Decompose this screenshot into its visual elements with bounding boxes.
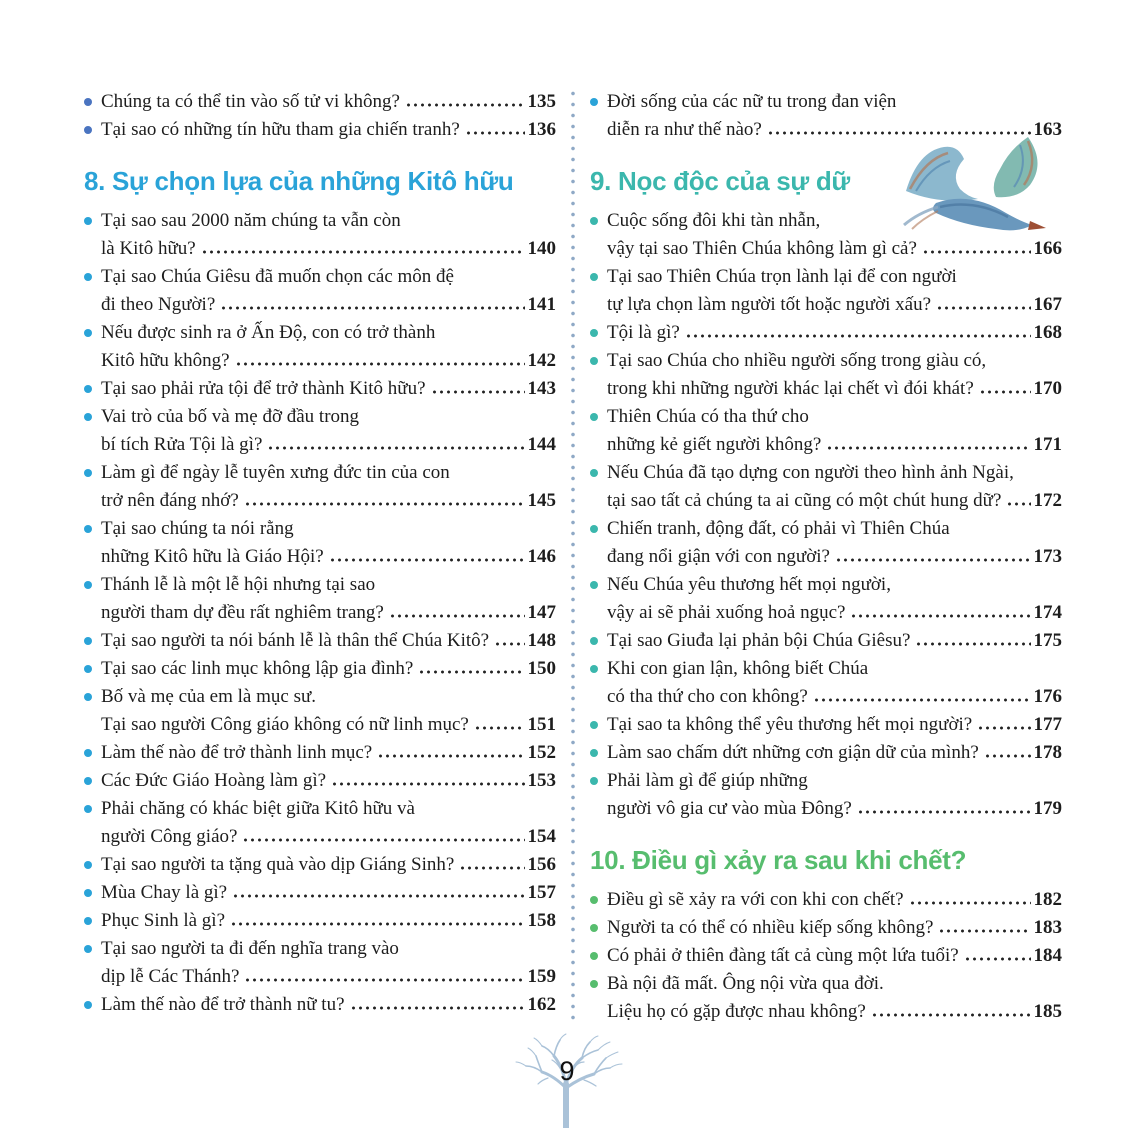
- dot-leader: [909, 901, 1031, 905]
- entry-leader-line: [101, 235, 556, 263]
- entry-text-line1: Làm gì để ngày lễ tuyên xưng đức tin của con: [101, 462, 450, 483]
- entry-leader-line: [101, 823, 556, 851]
- entry-text: dịp lễ Các Thánh?: [101, 966, 240, 987]
- page-number-ref: 172: [1033, 490, 1062, 511]
- entry-text: Tại sao người ta tặng quà vào dịp Giáng Sinh?: [101, 854, 455, 875]
- dot-leader: [377, 754, 524, 758]
- dot-leader: [201, 250, 525, 254]
- entry-body: [607, 515, 1062, 571]
- entry-leader-line: [607, 886, 1062, 914]
- entry-leader-line: [101, 907, 556, 935]
- entry-text: vậy ai sẽ phải xuống hoả ngục?: [607, 602, 846, 623]
- dot-leader: [350, 1006, 525, 1010]
- entry-text: người tham dự đều rất nghiêm trang?: [101, 602, 384, 623]
- toc-entry: [590, 655, 1062, 711]
- page-number-ref: 156: [527, 854, 556, 875]
- entry-leader-line: [607, 431, 1062, 459]
- entry-text-line1: Thiên Chúa có tha thứ cho: [607, 406, 809, 427]
- toc-entry: [590, 886, 1062, 914]
- entry-leader-line: [101, 487, 556, 515]
- page-number-ref: 176: [1033, 686, 1062, 707]
- toc-entry: [84, 207, 556, 263]
- entry-body: [607, 739, 1062, 767]
- entry-leader-line: [101, 375, 556, 403]
- entry-leader-line: [101, 347, 556, 375]
- page-number-ref: 171: [1033, 434, 1062, 455]
- toc-entry: [84, 459, 556, 515]
- toc-entry: [590, 739, 1062, 767]
- dot-leader: [835, 558, 1031, 562]
- dot-leader: [857, 810, 1031, 814]
- dot-leader: [915, 642, 1030, 646]
- entry-text: Làm thế nào để trở thành nữ tu?: [101, 994, 345, 1015]
- toc-entry: [590, 914, 1062, 942]
- toc-entry: [84, 795, 556, 851]
- bullet-dot-icon: [84, 98, 92, 106]
- entry-text-line1: Phải chăng có khác biệt giữa Kitô hữu và: [101, 798, 415, 819]
- bullet-dot-icon: [590, 777, 598, 785]
- entry-leader-line: [607, 627, 1062, 655]
- entry-text: bí tích Rửa Tội là gì?: [101, 434, 263, 455]
- entry-body: [101, 767, 556, 795]
- entry-text: tại sao tất cả chúng ta ai cũng có một chút hung dữ?: [607, 490, 1002, 511]
- toc-entry: [590, 263, 1062, 319]
- bullet-dot-icon: [590, 637, 598, 645]
- entry-leader-line: [101, 739, 556, 767]
- entry-text: Điều gì sẽ xảy ra với con khi con chết?: [607, 889, 904, 910]
- entry-leader-line: [607, 375, 1062, 403]
- bullet-dot-icon: [84, 749, 92, 757]
- entry-body: [101, 515, 556, 571]
- toc-entry: [84, 263, 556, 319]
- page-number-ref: 140: [527, 238, 556, 259]
- bullet-dot-icon: [590, 413, 598, 421]
- page-number-ref: 146: [527, 546, 556, 567]
- dot-leader: [459, 866, 524, 870]
- entry-leader-line: [101, 767, 556, 795]
- entry-body: [101, 851, 556, 879]
- entry-text: Làm thế nào để trở thành linh mục?: [101, 742, 373, 763]
- dot-leader: [826, 446, 1030, 450]
- dot-leader: [431, 390, 525, 394]
- bullet-dot-icon: [84, 581, 92, 589]
- entry-text: Tại sao người ta nói bánh lễ là thân thể Chúa Kitô?: [101, 630, 490, 651]
- toc-entry: [84, 935, 556, 991]
- page-number-ref: 143: [527, 378, 556, 399]
- entry-text: có tha thứ cho con không?: [607, 686, 808, 707]
- entry-body: [101, 263, 556, 319]
- column-divider-dotted: [571, 88, 575, 1020]
- entry-leader-line: [607, 739, 1062, 767]
- entry-leader-line: [101, 879, 556, 907]
- bullet-dot-icon: [84, 525, 92, 533]
- entry-leader-line: [607, 711, 1062, 739]
- page-number-ref: 179: [1033, 798, 1062, 819]
- entry-text: vậy tại sao Thiên Chúa không làm gì cả?: [607, 238, 917, 259]
- entry-text: đang nổi giận với con người?: [607, 546, 830, 567]
- toc-entry: [590, 347, 1062, 403]
- dot-leader: [244, 502, 525, 506]
- section-heading: 10. Điều gì xảy ra sau khi chết?: [590, 845, 967, 875]
- entry-leader-line: [607, 599, 1062, 627]
- entry-body: [101, 403, 556, 459]
- entry-text: Tại sao ta không thể yêu thương hết mọi người?: [607, 714, 973, 735]
- entry-leader-line: [101, 851, 556, 879]
- bullet-dot-icon: [590, 749, 598, 757]
- entry-body: [607, 571, 1062, 627]
- bullet-dot-icon: [84, 777, 92, 785]
- entry-text: trở nên đáng nhớ?: [101, 490, 239, 511]
- page-number-ref: 175: [1033, 630, 1062, 651]
- bullet-dot-icon: [590, 581, 598, 589]
- entry-text: diễn ra như thế nào?: [607, 119, 762, 140]
- bullet-dot-icon: [84, 805, 92, 813]
- toc-entry: [84, 375, 556, 403]
- dot-leader: [418, 670, 524, 674]
- entry-leader-line: [101, 991, 556, 1019]
- entry-leader-line: [101, 116, 556, 144]
- entry-text: Tại sao có những tín hữu tham gia chiến tranh?: [101, 119, 460, 140]
- bullet-dot-icon: [590, 329, 598, 337]
- bird-illustration: [878, 133, 1068, 248]
- toc-entry: [84, 739, 556, 767]
- toc-entry: [84, 655, 556, 683]
- entry-body: [101, 683, 556, 739]
- dot-leader: [389, 614, 525, 618]
- entry-text: những Kitô hữu là Giáo Hội?: [101, 546, 324, 567]
- toc-entry: [590, 571, 1062, 627]
- entry-body: [101, 991, 556, 1019]
- section-heading: 8. Sự chọn lựa của những Kitô hữu: [84, 166, 514, 196]
- bullet-dot-icon: [590, 357, 598, 365]
- entry-text: Tại sao người Công giáo không có nữ linh mục?: [101, 714, 469, 735]
- page-number-ref: 151: [527, 714, 556, 735]
- bullet-dot-icon: [590, 525, 598, 533]
- bullet-dot-icon: [590, 98, 598, 106]
- bullet-dot-icon: [590, 469, 598, 477]
- entry-body: [607, 970, 1062, 1026]
- bullet-dot-icon: [84, 273, 92, 281]
- entry-text-line1: Bà nội đã mất. Ông nội vừa qua đời.: [607, 973, 884, 994]
- page-number-ref: 162: [527, 994, 556, 1015]
- entry-text-line1: Nếu Chúa đã tạo dựng con người theo hình ảnh Ngài,: [607, 462, 1014, 483]
- bullet-dot-icon: [84, 329, 92, 337]
- entry-body: [101, 116, 556, 144]
- dot-leader: [405, 103, 525, 107]
- entry-text: Liệu họ có gặp được nhau không?: [607, 1001, 866, 1022]
- toc-entry: [84, 851, 556, 879]
- left-column: [84, 88, 556, 1026]
- entry-body: [607, 459, 1062, 515]
- page-number-ref: 163: [1033, 119, 1062, 140]
- entry-text-line1: Nếu Chúa yêu thương hết mọi người,: [607, 574, 891, 595]
- entry-leader-line: [101, 711, 556, 739]
- entry-body: [101, 88, 556, 116]
- entry-leader-line: [101, 655, 556, 683]
- page-number-ref: 166: [1033, 238, 1062, 259]
- dot-leader: [964, 957, 1031, 961]
- toc-entry: [84, 991, 556, 1019]
- entry-text: người Công giáo?: [101, 826, 238, 847]
- dot-leader: [850, 614, 1030, 618]
- page-number-ref: 178: [1033, 742, 1062, 763]
- bullet-dot-icon: [84, 693, 92, 701]
- entry-text: Làm sao chấm dứt những cơn giận dữ của mình?: [607, 742, 979, 763]
- dot-leader: [232, 894, 524, 898]
- entry-text-line1: Tại sao chúng ta nói rằng: [101, 518, 294, 539]
- entry-leader-line: [101, 599, 556, 627]
- bullet-dot-icon: [84, 665, 92, 673]
- bullet-dot-icon: [84, 385, 92, 393]
- page-number-ref: 144: [527, 434, 556, 455]
- page-number-ref: 145: [527, 490, 556, 511]
- entry-text-line1: Tại sao sau 2000 năm chúng ta vẫn còn: [101, 210, 401, 231]
- page-number-ref: 158: [527, 910, 556, 931]
- entry-body: [101, 375, 556, 403]
- toc-entry: [84, 319, 556, 375]
- bullet-dot-icon: [84, 217, 92, 225]
- entry-text: Có phải ở thiên đàng tất cả cùng một lứa tuổi?: [607, 945, 959, 966]
- entry-body: [101, 879, 556, 907]
- entry-body: [607, 942, 1062, 970]
- dot-leader: [813, 698, 1031, 702]
- dot-leader: [1006, 502, 1030, 506]
- page-number-ref: 135: [527, 91, 556, 112]
- bullet-dot-icon: [590, 896, 598, 904]
- page-number-ref: 159: [527, 966, 556, 987]
- entry-body: [607, 347, 1062, 403]
- entry-body: [101, 207, 556, 263]
- entry-text: những kẻ giết người không?: [607, 434, 822, 455]
- entry-body: [101, 935, 556, 991]
- bullet-dot-icon: [84, 889, 92, 897]
- bullet-dot-icon: [84, 637, 92, 645]
- entry-body: [101, 739, 556, 767]
- bullet-dot-icon: [84, 917, 92, 925]
- entry-text-line1: Tại sao Chúa Giêsu đã muốn chọn các môn đệ: [101, 266, 454, 287]
- entry-text: là Kitô hữu?: [101, 238, 196, 259]
- entry-text-line1: Phải làm gì để giúp những: [607, 770, 808, 791]
- toc-entry: [590, 319, 1062, 347]
- entry-text-line1: Đời sống của các nữ tu trong đan viện: [607, 91, 897, 112]
- entry-leader-line: [607, 795, 1062, 823]
- page-number-ref: 157: [527, 882, 556, 903]
- bullet-dot-icon: [590, 952, 598, 960]
- page-number-ref: 153: [527, 770, 556, 791]
- toc-entry: [590, 627, 1062, 655]
- dot-leader: [331, 782, 524, 786]
- bullet-dot-icon: [590, 273, 598, 281]
- page-number-ref: 167: [1033, 294, 1062, 315]
- page-number-ref: 142: [527, 350, 556, 371]
- entry-leader-line: [101, 431, 556, 459]
- entry-leader-line: [101, 963, 556, 991]
- entry-text-line1: Vai trò của bố và mẹ đỡ đầu trong: [101, 406, 360, 427]
- toc-entry: [590, 970, 1062, 1026]
- page-number-ref: 174: [1033, 602, 1062, 623]
- entry-leader-line: [607, 942, 1062, 970]
- entry-body: [607, 767, 1062, 823]
- page-number-ref: 173: [1033, 546, 1062, 567]
- toc-entry: [590, 711, 1062, 739]
- dot-leader: [979, 390, 1031, 394]
- entry-leader-line: [101, 627, 556, 655]
- entry-text: Kitô hữu không?: [101, 350, 230, 371]
- entry-text: Tại sao các linh mục không lập gia đình?: [101, 658, 414, 679]
- entry-body: [607, 655, 1062, 711]
- toc-entry: [84, 116, 556, 144]
- entry-leader-line: [607, 291, 1062, 319]
- entry-body: [607, 886, 1062, 914]
- entry-text: Phục Sinh là gì?: [101, 910, 226, 931]
- entry-text: Tại sao Giuđa lại phản bội Chúa Giêsu?: [607, 630, 911, 651]
- entry-body: [607, 711, 1062, 739]
- page-number-ref: 185: [1033, 1001, 1062, 1022]
- entry-text: Mùa Chay là gì?: [101, 882, 228, 903]
- toc-entry: [84, 88, 556, 116]
- entry-body: [101, 571, 556, 627]
- entry-text-line1: Thánh lễ là một lễ hội nhưng tại sao: [101, 574, 376, 595]
- dot-leader: [922, 250, 1031, 254]
- bullet-dot-icon: [84, 469, 92, 477]
- entry-body: [101, 319, 556, 375]
- page-number-ref: 183: [1033, 917, 1062, 938]
- dot-leader: [984, 754, 1031, 758]
- toc-entry: [84, 627, 556, 655]
- section-heading: 9. Nọc độc của sự dữ: [590, 166, 850, 196]
- bullet-dot-icon: [590, 924, 598, 932]
- toc-entry: [590, 515, 1062, 571]
- page-number-ref: 136: [527, 119, 556, 140]
- dot-leader: [230, 922, 524, 926]
- toc-entry: [84, 683, 556, 739]
- dot-leader: [465, 131, 525, 135]
- dot-leader: [242, 838, 524, 842]
- entry-body: [101, 655, 556, 683]
- entry-text: Người ta có thể có nhiều kiếp sống không?: [607, 917, 934, 938]
- entry-leader-line: [101, 543, 556, 571]
- toc-entry: [84, 907, 556, 935]
- page-number-ref: 168: [1033, 322, 1062, 343]
- entry-body: [607, 914, 1062, 942]
- entry-text-line1: Tại sao Thiên Chúa trọn lành lại để con người: [607, 266, 957, 287]
- entry-text-line1: Khi con gian lận, không biết Chúa: [607, 658, 869, 679]
- entry-text: người vô gia cư vào mùa Đông?: [607, 798, 852, 819]
- entry-text: tự lựa chọn làm người tốt hoặc người xấu?: [607, 294, 932, 315]
- bullet-dot-icon: [84, 861, 92, 869]
- dot-leader: [235, 362, 525, 366]
- bullet-dot-icon: [84, 126, 92, 134]
- page-number-ref: 170: [1033, 378, 1062, 399]
- tree-illustration: [502, 1032, 632, 1128]
- page-number-ref: 152: [527, 742, 556, 763]
- entry-leader-line: [607, 914, 1062, 942]
- dot-leader: [244, 978, 524, 982]
- entry-text-line1: Tại sao Chúa cho nhiều người sống trong giàu có,: [607, 350, 987, 371]
- entry-body: [607, 263, 1062, 319]
- dot-leader: [938, 929, 1030, 933]
- entry-leader-line: [607, 998, 1062, 1026]
- dot-leader: [267, 446, 524, 450]
- entry-body: [607, 627, 1062, 655]
- entry-text-line1: Nếu được sinh ra ở Ấn Độ, con có trở thành: [101, 322, 436, 343]
- entry-text: đi theo Người?: [101, 294, 216, 315]
- toc-entry: [84, 767, 556, 795]
- bullet-dot-icon: [84, 1001, 92, 1009]
- page-number-ref: 177: [1033, 714, 1062, 735]
- toc-entry: [590, 767, 1062, 823]
- entry-body: [101, 795, 556, 851]
- dot-leader: [329, 558, 525, 562]
- entry-text: Chúng ta có thể tin vào số tử vi không?: [101, 91, 400, 112]
- entry-body: [101, 459, 556, 515]
- page-number-ref: 147: [527, 602, 556, 623]
- dot-leader: [494, 642, 524, 646]
- entry-leader-line: [607, 487, 1062, 515]
- page-number-ref: 150: [527, 658, 556, 679]
- toc-entry: [84, 515, 556, 571]
- entry-body: [607, 319, 1062, 347]
- dot-leader: [871, 1013, 1031, 1017]
- page-number-ref: 182: [1033, 889, 1062, 910]
- entry-body: [101, 627, 556, 655]
- entry-body: [101, 907, 556, 935]
- dot-leader: [685, 334, 1031, 338]
- page-number-ref: 184: [1033, 945, 1062, 966]
- toc-entry: [590, 942, 1062, 970]
- dot-leader: [936, 306, 1030, 310]
- entry-leader-line: [607, 319, 1062, 347]
- toc-entry: [84, 571, 556, 627]
- entry-text: Các Đức Giáo Hoàng làm gì?: [101, 770, 327, 791]
- entry-leader-line: [101, 291, 556, 319]
- entry-text-line1: Chiến tranh, động đất, có phải vì Thiên Chúa: [607, 518, 950, 539]
- bullet-dot-icon: [84, 413, 92, 421]
- toc-entry: [590, 459, 1062, 515]
- bullet-dot-icon: [590, 980, 598, 988]
- entry-body: [607, 403, 1062, 459]
- entry-text: trong khi những người khác lại chết vì đói khát?: [607, 378, 974, 399]
- entry-leader-line: [101, 88, 556, 116]
- dot-leader: [220, 306, 524, 310]
- entry-text-line1: Cuộc sống đôi khi tàn nhẫn,: [607, 210, 821, 231]
- page-number: 9: [559, 1056, 575, 1086]
- toc-entry: [590, 403, 1062, 459]
- dot-leader: [474, 726, 525, 730]
- entry-text: Tội là gì?: [607, 322, 680, 343]
- entry-leader-line: [607, 543, 1062, 571]
- entry-text: Tại sao phải rửa tội để trở thành Kitô hữu?: [101, 378, 426, 399]
- page-number-ref: 141: [527, 294, 556, 315]
- toc-entry: [84, 879, 556, 907]
- page-number-ref: 148: [527, 630, 556, 651]
- entry-leader-line: [607, 683, 1062, 711]
- page-number-ref: 154: [527, 826, 556, 847]
- dot-leader: [977, 726, 1030, 730]
- toc-entry: [84, 403, 556, 459]
- entry-text-line1: Bố và mẹ của em là mục sư.: [101, 686, 317, 707]
- bullet-dot-icon: [84, 945, 92, 953]
- bullet-dot-icon: [590, 721, 598, 729]
- bullet-dot-icon: [590, 665, 598, 673]
- entry-text-line1: Tại sao người ta đi đến nghĩa trang vào: [101, 938, 399, 959]
- bullet-dot-icon: [590, 217, 598, 225]
